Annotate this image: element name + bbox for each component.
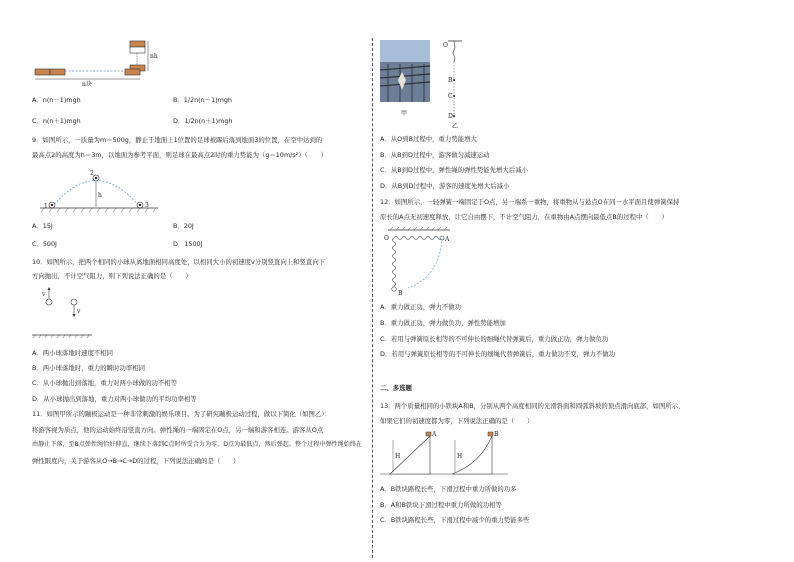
q9-text-line1: 9．如图所示，一质量为m＝500g，静止于地面上1位置的足球被踢后落到地面3的位置，在空中达到的 — [32, 136, 323, 144]
swing-path — [408, 238, 442, 288]
block-ground-1 — [35, 69, 50, 75]
fraction-half: 1/2 — [183, 96, 195, 104]
v-down-label: v — [77, 308, 81, 315]
q11-figure-jia — [380, 40, 432, 120]
q11-text-line3: 由静止下落，至B点弹性绳恰好伸直，继续下落到C点时所受合力为零，D点为最低点，然后弹起。整个过程中弹性绳始终在 — [32, 441, 363, 448]
q8-option-c: C．n(n＋1)mgh — [32, 117, 81, 125]
q9-option-b: B．20J — [173, 222, 194, 230]
v-up-label: v — [42, 291, 46, 298]
q12-option-d: D．若用与弹簧原长相等的不可伸长的细绳代替弹簧后，重力做功不变，弹力不做功 — [380, 350, 615, 358]
ball-down — [71, 299, 77, 305]
q9-football-diagram — [40, 166, 160, 216]
block-a-label: A — [432, 431, 437, 438]
h-label: h — [98, 192, 102, 199]
q12-option-b: B．重力做正功，弹力做负功，弹性势能增加 — [380, 319, 506, 327]
block-b — [488, 432, 493, 436]
fraction-half: 1/2 — [184, 117, 195, 125]
point-b-label: B — [398, 290, 403, 297]
spring-horizontal — [394, 237, 442, 240]
q12-option-a: A．重力做正功，弹力不做功 — [380, 303, 462, 311]
h1-label: H — [395, 453, 401, 460]
q12-text-line1: 12．如图所示，一轻弹簧一端固定于O点，另一端系一重物，将重物从与悬点O在同一水平面且使弹簧保持 — [380, 198, 680, 206]
q10-text-line1: 10．如图所示，把两个相同的小球从离地面相同高度处，以相同大小的初速度v分别竖直向上和竖直向下 — [32, 258, 326, 266]
q13-slopes-diagram — [380, 430, 510, 480]
q10-option-d: D．从小球抛出到落地，重力对两小球做功的平均功率相等 — [32, 395, 197, 403]
q9-option-c: C．500J — [32, 240, 57, 248]
block-top — [130, 41, 145, 47]
q11-option-c: C．从B到D过程中，弹性绳的弹性势能先增大后减小 — [380, 166, 528, 174]
block-a — [426, 432, 431, 436]
q8-option-b: B．1/2n(n－1)mgh — [173, 96, 232, 104]
block-ground-n — [125, 69, 140, 75]
q8-option-d: D．1/2n(n＋1)mgh — [173, 117, 233, 125]
q11-text-line2: 将游客视为质点，他的运动始终沿竖直方向。弹性绳的一端固定在O点，另一端和游客相连。游客从O点 — [32, 426, 324, 434]
q10-option-c: C．从小球抛出到落地，重力对两小球做的功不相等 — [32, 379, 178, 387]
h2-label: H — [457, 453, 463, 460]
block-stack — [130, 47, 145, 53]
point-o-label: O — [384, 235, 389, 242]
fig-jia-label: 甲 — [401, 110, 408, 117]
point-2-label: 2 — [90, 170, 94, 177]
q10-option-a: A．两小球落地时速度不相同 — [32, 349, 114, 357]
q13-text-line1: 13．两个质量相同的小铁块A和B，分别从两个高度相同的光滑斜面和圆弧斜坡的顶点滑向底部，如图所示， — [380, 402, 685, 410]
column-divider — [372, 38, 373, 558]
point-c-label: C — [448, 93, 453, 100]
fig-yi-label: 乙 — [452, 123, 459, 130]
nh-label: nh — [150, 53, 158, 60]
q13-option-c: C．B铁块路程长些，下滑过程中减少的重力势能多些 — [380, 516, 530, 524]
q10-balls-diagram — [32, 285, 92, 343]
point-1-label: 1 — [44, 203, 48, 210]
spring-vertical — [393, 238, 396, 286]
q12-option-c: C．若用与弹簧原长相等的不可伸长的细绳代替弹簧后，重力做正功，弹力做负功 — [380, 335, 609, 343]
q9-text-line2: 最高点2的高度为h＝3m，以地面为参考平面，则足球在最高点2时的重力势能为（g＝10m/s²）（ ） — [32, 151, 327, 159]
point-a-label: A — [445, 236, 450, 243]
point-3-label: 3 — [145, 202, 149, 209]
q13-option-b: B．A和B铁块下滑过程中重力所做的功相等 — [380, 501, 502, 509]
block-b-label: B — [494, 431, 499, 438]
q12-spring-diagram — [380, 226, 460, 298]
q8-option-a: A．n(n－1)mgh — [32, 96, 81, 104]
q13-option-a: A．B铁块路程长些，下滑过程中重力所做的功多 — [380, 485, 517, 493]
q11-option-a: A．从O到B过程中，重力势能增大 — [380, 135, 477, 143]
q8-blocks-diagram — [30, 38, 170, 90]
elastic-rope — [453, 41, 455, 62]
n-blocks-label: n块 — [82, 81, 92, 88]
point-o-label: O — [443, 42, 448, 49]
point-b-label: B — [448, 77, 453, 84]
section-title-multi-choice: 二、多选题 — [380, 384, 412, 392]
q10-option-b: B．两小球落地时，重力的瞬时功率相同 — [32, 364, 146, 372]
q11-option-d: D．从B到D过程中，游客的速度先增大后减小 — [380, 182, 510, 190]
ball-up — [46, 299, 52, 305]
q11-text-line1: 11．如图甲所示的蹦极运动是一种非常刺激的娱乐项目。为了研究蹦极运动过程，做以下简化（如图乙）： — [32, 410, 331, 418]
point-d-label: D — [448, 113, 453, 120]
q12-text-line2: 原长的A点无初速度释放，让它自由摆下，不计空气阻力，在重物由A点摆向最低点B的过程中（ ） — [380, 213, 668, 221]
q11-text-line4: 弹性限度内，关于游客从O→B→C→D的过程，下列说法正确的是（ ） — [32, 457, 240, 465]
q13-text-line2: 如果它们的初速度都为零，下列说法正确的是（ ） — [380, 417, 534, 425]
q9-option-d: D．1500J — [173, 240, 203, 248]
weight-at-b — [392, 287, 396, 291]
q11-figure-yi — [440, 38, 470, 130]
q10-text-line2: 方向抛出，不计空气阻力，则下列说法正确的是（ ） — [32, 272, 192, 280]
q11-option-b: B．从B到D过程中，游客做匀减速运动 — [380, 151, 490, 159]
block-ground-2 — [50, 69, 65, 75]
q9-option-a: A．15J — [32, 222, 53, 230]
